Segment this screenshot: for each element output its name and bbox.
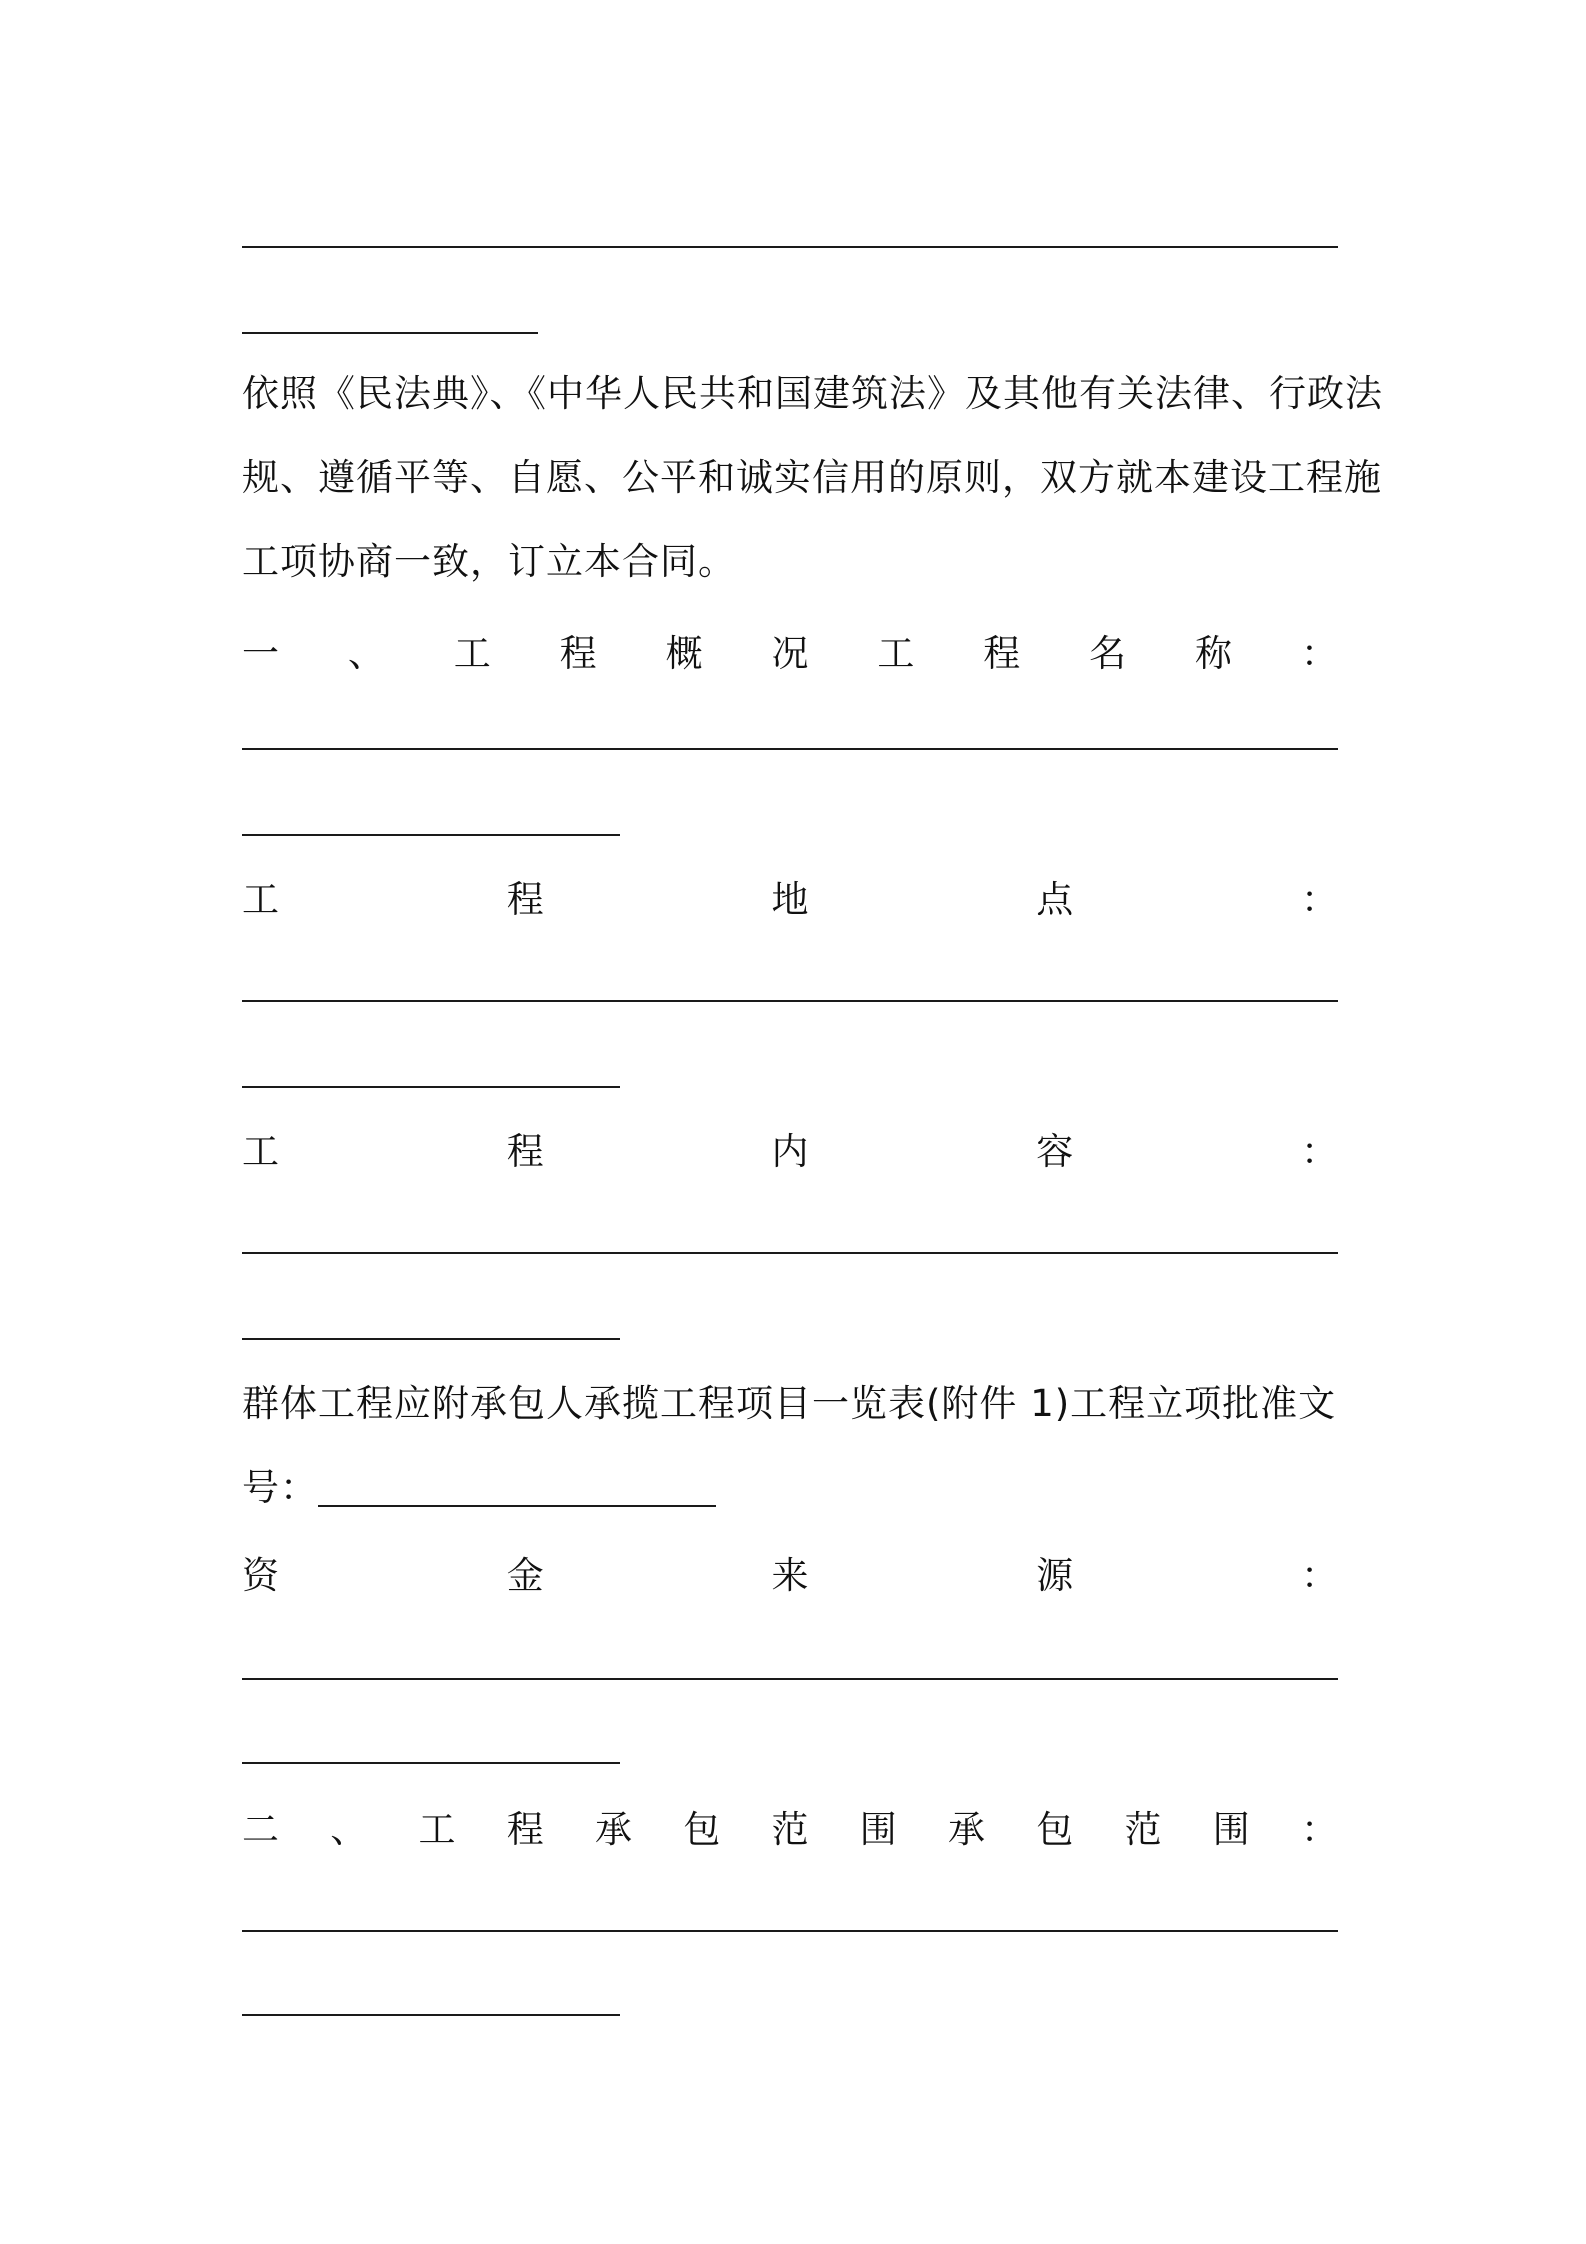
blank-line xyxy=(242,332,538,334)
heading-char: 程 xyxy=(506,1808,544,1851)
section-2-heading xyxy=(242,1796,1338,1856)
heading-char: 范 xyxy=(1124,1808,1162,1851)
field-char: 资 xyxy=(242,1554,279,1597)
intro-line-3: 工项协商一致，订立本合同。 xyxy=(242,540,736,583)
field-funding-source xyxy=(242,1542,1338,1602)
intro-line-1: 依照《民法典》、《中华人民共和国建筑法》及其他有关法律、行政法 xyxy=(242,372,1383,415)
approval-number-label: 号： xyxy=(242,1466,318,1509)
field-char: 程 xyxy=(506,878,544,921)
field-char: 源 xyxy=(1036,1554,1074,1597)
blank-line xyxy=(242,246,1338,248)
blank-line xyxy=(242,1678,1338,1680)
field-char: 内 xyxy=(771,1130,809,1173)
blank-line xyxy=(242,1762,620,1764)
heading-char: 包 xyxy=(683,1808,721,1851)
blank-line xyxy=(242,1252,1338,1254)
heading-char: 、 xyxy=(330,1808,368,1851)
heading-char: 围 xyxy=(859,1808,897,1851)
heading-char: 名 xyxy=(1089,632,1127,675)
field-char: ： xyxy=(1301,878,1338,921)
heading-char: 况 xyxy=(771,632,809,675)
intro-line-2: 规、遵循平等、自愿、公平和诚实信用的原则，双方就本建设工程施 xyxy=(242,456,1382,499)
blank-line xyxy=(242,1930,1338,1932)
field-char: 容 xyxy=(1036,1130,1074,1173)
heading-char: 一 xyxy=(242,632,279,675)
field-char: 程 xyxy=(506,1130,544,1173)
field-char: 来 xyxy=(771,1554,809,1597)
blank-line xyxy=(242,1000,1338,1002)
field-char: 地 xyxy=(771,878,809,921)
heading-char: 概 xyxy=(665,632,703,675)
field-char: 金 xyxy=(506,1554,544,1597)
heading-char: ： xyxy=(1301,1808,1338,1851)
group-note-line-1: 群体工程应附承包人承揽工程项目一览表(附件 1)工程立项批准文 xyxy=(242,1382,1337,1425)
heading-char: 承 xyxy=(595,1808,632,1851)
blank-line xyxy=(242,834,620,836)
heading-char: 围 xyxy=(1212,1808,1250,1851)
heading-char: 、 xyxy=(347,632,385,675)
field-char: 工 xyxy=(242,878,279,921)
section-1-heading xyxy=(242,620,1338,680)
heading-char: 工 xyxy=(453,632,491,675)
field-project-location xyxy=(242,866,1338,926)
field-char: 点 xyxy=(1036,878,1074,921)
heading-char: 工 xyxy=(418,1808,456,1851)
approval-number-blank[interactable] xyxy=(318,1505,716,1507)
heading-char: 范 xyxy=(771,1808,809,1851)
field-char: ： xyxy=(1301,1554,1338,1597)
blank-line xyxy=(242,1338,620,1340)
heading-char: ： xyxy=(1300,632,1338,675)
heading-char: 称 xyxy=(1195,632,1233,675)
heading-char: 工 xyxy=(877,632,915,675)
heading-char: 承 xyxy=(948,1808,985,1851)
blank-line xyxy=(242,2014,620,2016)
field-project-content xyxy=(242,1118,1338,1178)
heading-char: 包 xyxy=(1036,1808,1074,1851)
heading-char: 程 xyxy=(559,632,597,675)
field-char: 工 xyxy=(242,1130,279,1173)
heading-char: 程 xyxy=(983,632,1021,675)
field-char: ： xyxy=(1301,1130,1338,1173)
blank-line xyxy=(242,748,1338,750)
heading-char: 二 xyxy=(242,1808,279,1851)
blank-line xyxy=(242,1086,620,1088)
